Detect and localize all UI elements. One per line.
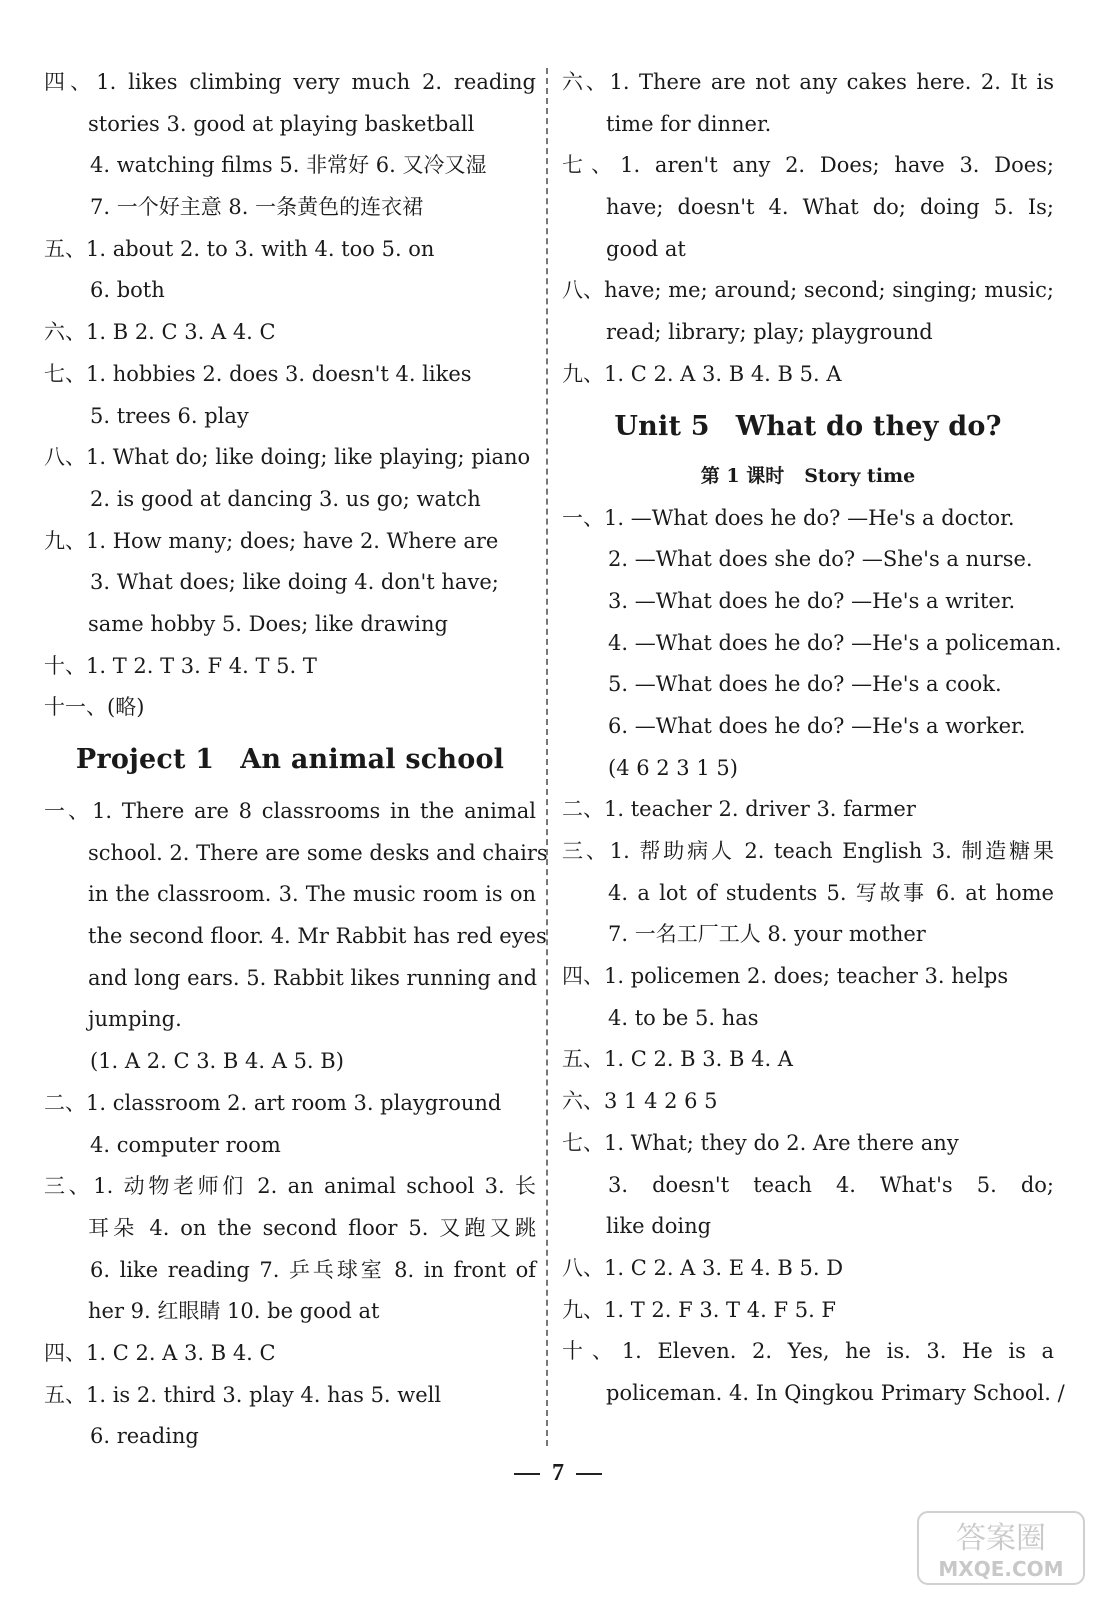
answer-line: same hobby 5. Does; like drawing [88,611,448,636]
answer-line: 六、1. B 2. C 3. A 4. C [44,320,276,345]
answer-line: 3. doesn't teach 4. What's 5. do; [608,1172,1054,1197]
answer-line: stories 3. good at playing basketball [88,111,475,136]
answer-line: 七、1. hobbies 2. does 3. doesn't 4. likes [44,361,472,386]
answer-line: 八、have; me; around; second; singing; music; [562,278,1054,303]
section-heading-project1 [44,729,536,791]
answer-line: 3. What does; like doing 4. don't have; [90,570,499,595]
answer-line: 六、1. There are not any cakes here. 2. It is [562,70,1054,94]
answer-line: 4. watching films 5. 非常好 6. 又冷又湿 [90,153,487,178]
answer-line: 2. is good at dancing 3. us go; watch [90,486,481,511]
answer-line: 二、1. classroom 2. art room 3. playground [44,1090,502,1115]
answer-line: and long ears. 5. Rabbit likes running and [88,965,538,990]
answer-line: 3. —What does he do? —He's a writer. [608,588,1016,613]
answer-line: 三、1. 帮助病人 2. teach English 3. 制造糖果 [562,839,1054,863]
subheading-part2: Story time [804,464,916,487]
answer-line: school. 2. There are some desks and chairs [88,840,548,865]
answer-line: 6. —What does he do? —He's a worker. [608,713,1026,738]
answer-line: 二、1. teacher 2. driver 3. farmer [562,797,916,822]
answer-line: 五、1. C 2. B 3. B 4. A [562,1047,793,1072]
answer-line: her 9. 红眼睛 10. be good at [88,1299,380,1324]
answer-line: 五、1. about 2. to 3. with 4. too 5. on [44,236,435,261]
heading-part2: An animal school [240,744,505,775]
answer-line: 十、1. Eleven. 2. Yes, he is. 3. He is a [562,1339,1054,1364]
answer-line: 九、1. T 2. F 3. T 4. F 5. F [562,1297,836,1322]
answer-line: have; doesn't 4. What do; doing 5. Is; [606,195,1054,220]
answer-line: policeman. 4. In Qingkou Primary School. / [606,1380,1065,1405]
answer-line: 六、3 1 4 2 6 5 [562,1089,718,1114]
column-divider [546,68,548,1446]
right-column [562,62,1065,1415]
section-heading-unit5 [562,396,1054,458]
answer-line: 4. a lot of students 5. 写故事 6. at home [608,880,1054,905]
answer-line: 耳朵 4. on the second floor 5. 又跑又跳 [88,1215,536,1240]
answer-line: 八、1. C 2. A 3. E 4. B 5. D [562,1255,844,1280]
heading-part2: What do they do? [735,410,1002,442]
answer-line: in the classroom. 3. The music room is on [88,882,536,907]
right-answers-a [562,62,1054,396]
answer-line: 5. trees 6. play [90,403,249,428]
answer-line: 2. —What does she do? —She's a nurse. [608,547,1033,572]
left-answers-a [44,62,536,729]
answer-line: 4. —What does he do? —He's a policeman. [608,630,1062,655]
page-number: 7 [0,1460,1116,1487]
answer-line: 6. like reading 7. 乒乓球室 8. in front of [90,1257,536,1282]
answer-line: read; library; play; playground [606,320,933,345]
answer-line: 十一、(略) [44,695,145,720]
heading-part1: Project 1 [75,744,215,775]
answer-line: 四、1. likes climbing very much 2. reading [44,70,536,94]
svg-text:MXQE.COM: MXQE.COM [938,1557,1064,1581]
answer-line: 7. 一个好主意 8. 一条黄色的连衣裙 [90,195,424,220]
answer-line: 八、1. What do; like doing; like playing; piano [44,445,531,470]
answer-line: (1. A 2. C 3. B 4. A 5. B) [90,1049,344,1074]
answer-line: 七、1. What; they do 2. Are there any [562,1130,959,1155]
watermark-icon [916,1508,1086,1588]
answer-line: 四、1. policemen 2. does; teacher 3. helps [562,964,1009,989]
answer-line: 九、1. C 2. A 3. B 4. B 5. A [562,361,842,386]
answer-line: 十、1. T 2. T 3. F 4. T 5. T [44,653,317,678]
answer-line: jumping. [88,1007,182,1032]
answer-line: 九、1. How many; does; have 2. Where are [44,528,499,553]
subheading-part1: 第 1 课时 [700,464,785,487]
answer-line: time for dinner. [606,111,772,136]
answer-line: good at [606,236,686,261]
answer-line: 四、1. C 2. A 3. B 4. C [44,1340,276,1365]
answer-line: 4. computer room [90,1132,281,1157]
right-answers-b [562,498,1065,1415]
lesson-subheading [562,458,1054,498]
answer-line: 4. to be 5. has [608,1005,759,1030]
left-answers-b [44,791,548,1458]
answer-line: 三、1. 动物老师们 2. an animal school 3. 长 [44,1174,536,1199]
heading-part1: Unit 5 [614,410,710,442]
answer-line: like doing [606,1214,712,1239]
answer-line: 5. —What does he do? —He's a cook. [608,672,1002,697]
answer-line: 6. reading [90,1424,199,1449]
answer-line: the second floor. 4. Mr Rabbit has red eyes [88,924,547,949]
answer-line: 七、1. aren't any 2. Does; have 3. Does; [562,153,1054,178]
answer-line: 一、1. There are 8 classrooms in the animal [44,799,536,823]
answer-line: 7. 一名工厂工人 8. your mother [608,922,926,947]
watermark-logo [916,1508,1086,1588]
answer-line: (4 6 2 3 1 5) [608,755,738,780]
answer-line: 一、1. —What does he do? —He's a doctor. [562,505,1015,530]
left-column [44,62,548,1458]
answer-line: 五、1. is 2. third 3. play 4. has 5. well [44,1382,442,1407]
svg-text:答案圈: 答案圈 [956,1521,1046,1556]
answer-line: 6. both [90,278,165,303]
